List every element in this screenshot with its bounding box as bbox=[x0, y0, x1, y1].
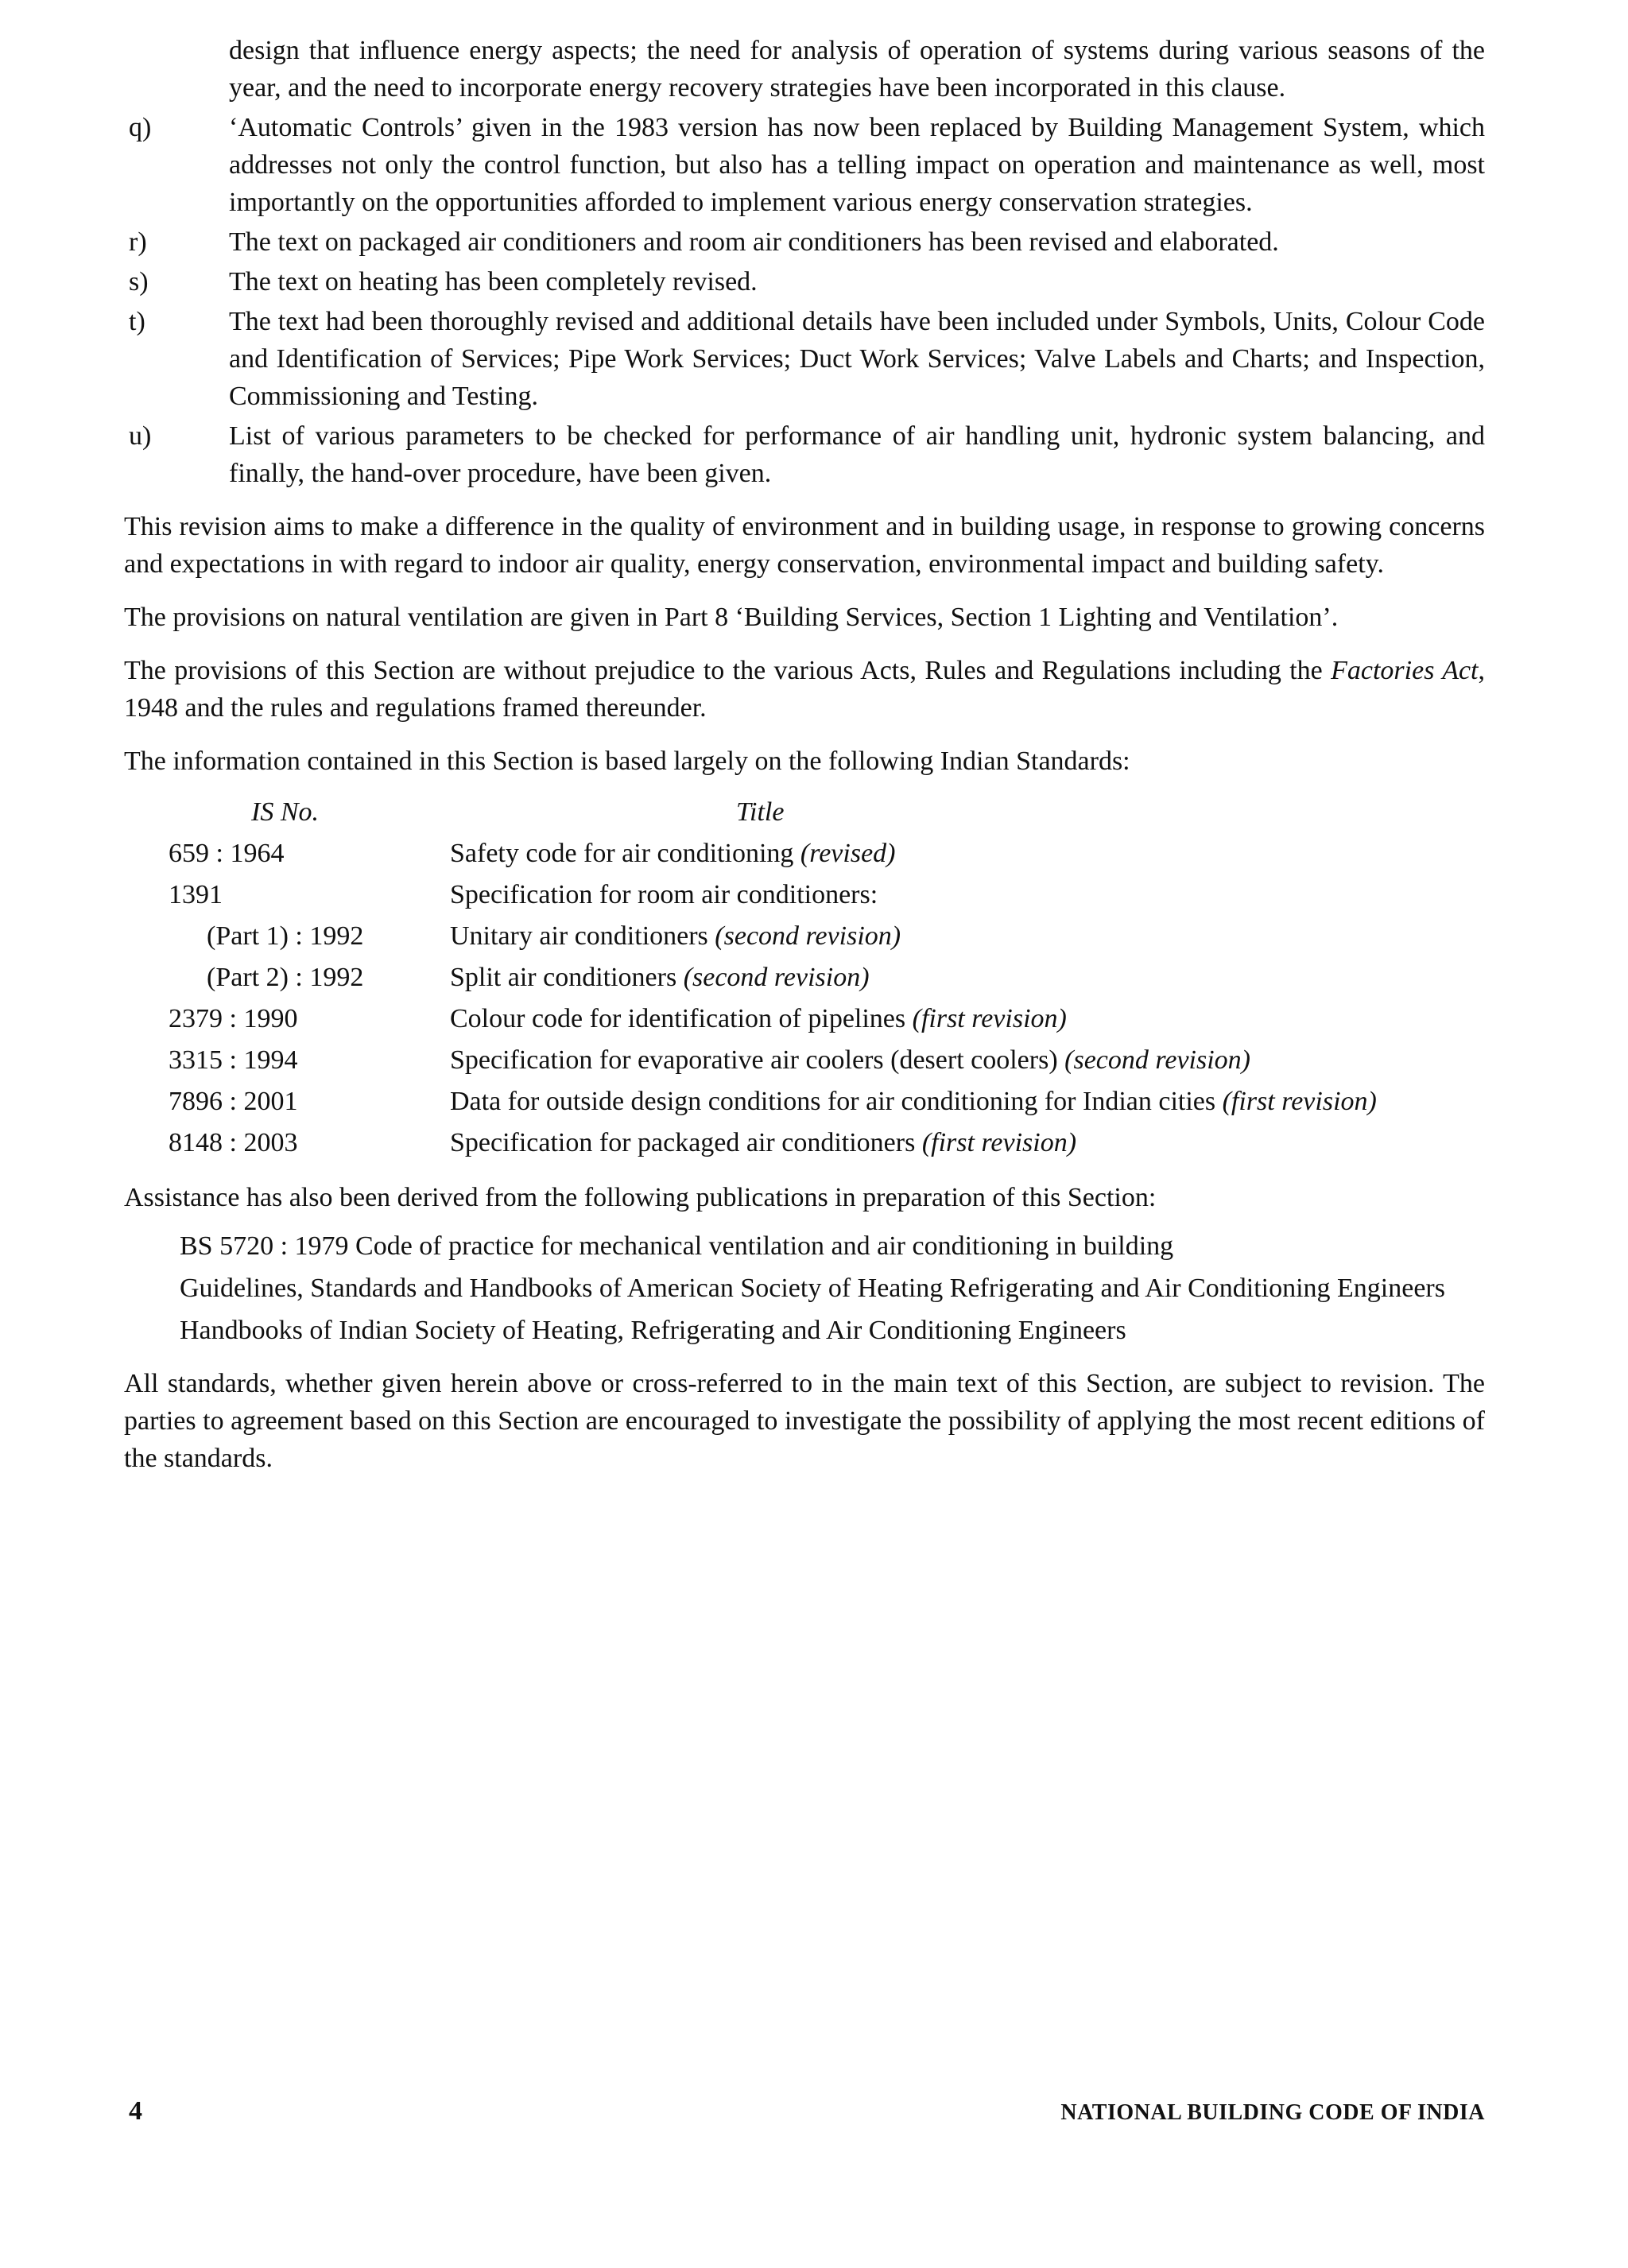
factories-act-title: Factories Act bbox=[1331, 656, 1479, 685]
standard-title: Safety code for air conditioning (revised) bbox=[450, 838, 896, 868]
revision-aim-paragraph: This revision aims to make a difference in the quality of environment and in building usage, in response to growing concerns and expectations in with regard to indoor air quality, energy conservation, environmental impact and building safety. bbox=[124, 512, 1485, 579]
is-number: 1391 bbox=[169, 879, 223, 909]
page-number: 4 bbox=[129, 2096, 142, 2126]
standard-title: Colour code for identification of pipelines (first revision) bbox=[450, 1003, 1067, 1033]
standard-title: Unitary air conditioners (second revision) bbox=[450, 921, 901, 951]
list-item bbox=[124, 417, 1485, 492]
publication-item: BS 5720 : 1979 Code of practice for mechanical ventilation and air conditioning in building bbox=[180, 1231, 1174, 1261]
standards-table bbox=[124, 791, 1485, 1163]
header-is-no: IS No. bbox=[251, 797, 319, 827]
list-item bbox=[124, 263, 1485, 300]
list-item-label: u) bbox=[129, 421, 152, 451]
publications-list bbox=[180, 1227, 1485, 1349]
list-item-text: The text on heating has been completely revised. bbox=[229, 267, 758, 297]
prejudice-text-before: The provisions of this Section are without prejudice to the various Acts, Rules and Regulations including the bbox=[124, 656, 1323, 685]
page-content bbox=[124, 32, 1485, 1477]
is-number: 7896 : 2001 bbox=[169, 1086, 298, 1116]
is-number: (Part 1) : 1992 bbox=[207, 921, 364, 951]
standard-title: Specification for evaporative air coolers (desert coolers) (second revision) bbox=[450, 1045, 1250, 1075]
is-number: 659 : 1964 bbox=[169, 838, 285, 868]
table-row bbox=[124, 874, 1485, 915]
publication-item: Handbooks of Indian Society of Heating, Refrigerating and Air Conditioning Engineers bbox=[180, 1316, 1126, 1345]
list-item-label: r) bbox=[129, 227, 147, 257]
list-item bbox=[124, 109, 1485, 221]
list-item-text: List of various parameters to be checked for performance of air handling unit, hydronic system balancing, and finally, the hand-over procedure, have been given. bbox=[229, 421, 1485, 488]
is-number: 8148 : 2003 bbox=[169, 1127, 298, 1157]
footer-title: NATIONAL BUILDING CODE OF INDIA bbox=[1060, 2100, 1485, 2125]
continued-item-text: design that influence energy aspects; the need for analysis of operation of systems during various seasons of the year, and the need to incorporate energy recovery strategies have been incorporated in this clause. bbox=[229, 36, 1485, 103]
table-row bbox=[124, 832, 1485, 874]
is-number: (Part 2) : 1992 bbox=[207, 962, 364, 992]
table-row bbox=[124, 1122, 1485, 1163]
table-row bbox=[124, 998, 1485, 1039]
header-title: Title bbox=[736, 797, 785, 827]
list-item-label: s) bbox=[129, 267, 149, 297]
list-item-label: q) bbox=[129, 113, 152, 142]
is-number: 2379 : 1990 bbox=[169, 1003, 298, 1033]
table-row bbox=[124, 956, 1485, 998]
standards-intro-paragraph: The information contained in this Section is based largely on the following Indian Standards: bbox=[124, 746, 1130, 776]
standard-title: Split air conditioners (second revision) bbox=[450, 962, 870, 992]
publication-item: Guidelines, Standards and Handbooks of American Society of Heating Refrigerating and Air Conditioning Engineers bbox=[180, 1274, 1445, 1303]
prejudice-paragraph bbox=[124, 652, 1485, 727]
table-row bbox=[124, 1080, 1485, 1122]
list-item-text: The text on packaged air conditioners and room air conditioners has been revised and elaborated. bbox=[229, 227, 1279, 257]
standard-title: Specification for packaged air conditioners (first revision) bbox=[450, 1127, 1077, 1157]
table-row bbox=[124, 1039, 1485, 1080]
prejudice-text-after: , 1948 and the rules and regulations framed thereunder. bbox=[124, 656, 1485, 723]
page-footer bbox=[124, 2092, 1485, 2132]
table-row bbox=[124, 915, 1485, 956]
standard-title: Specification for room air conditioners: bbox=[450, 879, 878, 909]
standards-table-header bbox=[124, 791, 1485, 832]
list-item-text: ‘Automatic Controls’ given in the 1983 version has now been replaced by Building Management System, which addresses not only the control function, but also has a telling impact on operation and maintenance as well, most importantly on the opportunities afforded to implement various energy conservation strategies. bbox=[229, 113, 1485, 217]
closing-paragraph: All standards, whether given herein above or cross-referred to in the main text of this Section, are subject to revision. The parties to agreement based on this Section are encouraged to investigate the possibility of applying the most recent editions of the standards. bbox=[124, 1369, 1485, 1473]
is-number: 3315 : 1994 bbox=[169, 1045, 298, 1075]
list-item-text: The text had been thoroughly revised and additional details have been included under Symbols, Units, Colour Code and Identification of Services; Pipe Work Services; Duct Work Services; Valve Labels and Charts; and Inspection, Commissioning and Testing. bbox=[229, 307, 1485, 411]
assistance-intro-paragraph: Assistance has also been derived from the following publications in preparation of this Section: bbox=[124, 1183, 1157, 1212]
list-item bbox=[124, 223, 1485, 261]
standard-title: Data for outside design conditions for air conditioning for Indian cities (first revision) bbox=[450, 1086, 1377, 1116]
list-item-label: t) bbox=[129, 307, 145, 336]
natural-ventilation-paragraph: The provisions on natural ventilation are given in Part 8 ‘Building Services, Section 1 Lighting and Ventilation’. bbox=[124, 603, 1339, 632]
list-item bbox=[124, 303, 1485, 415]
